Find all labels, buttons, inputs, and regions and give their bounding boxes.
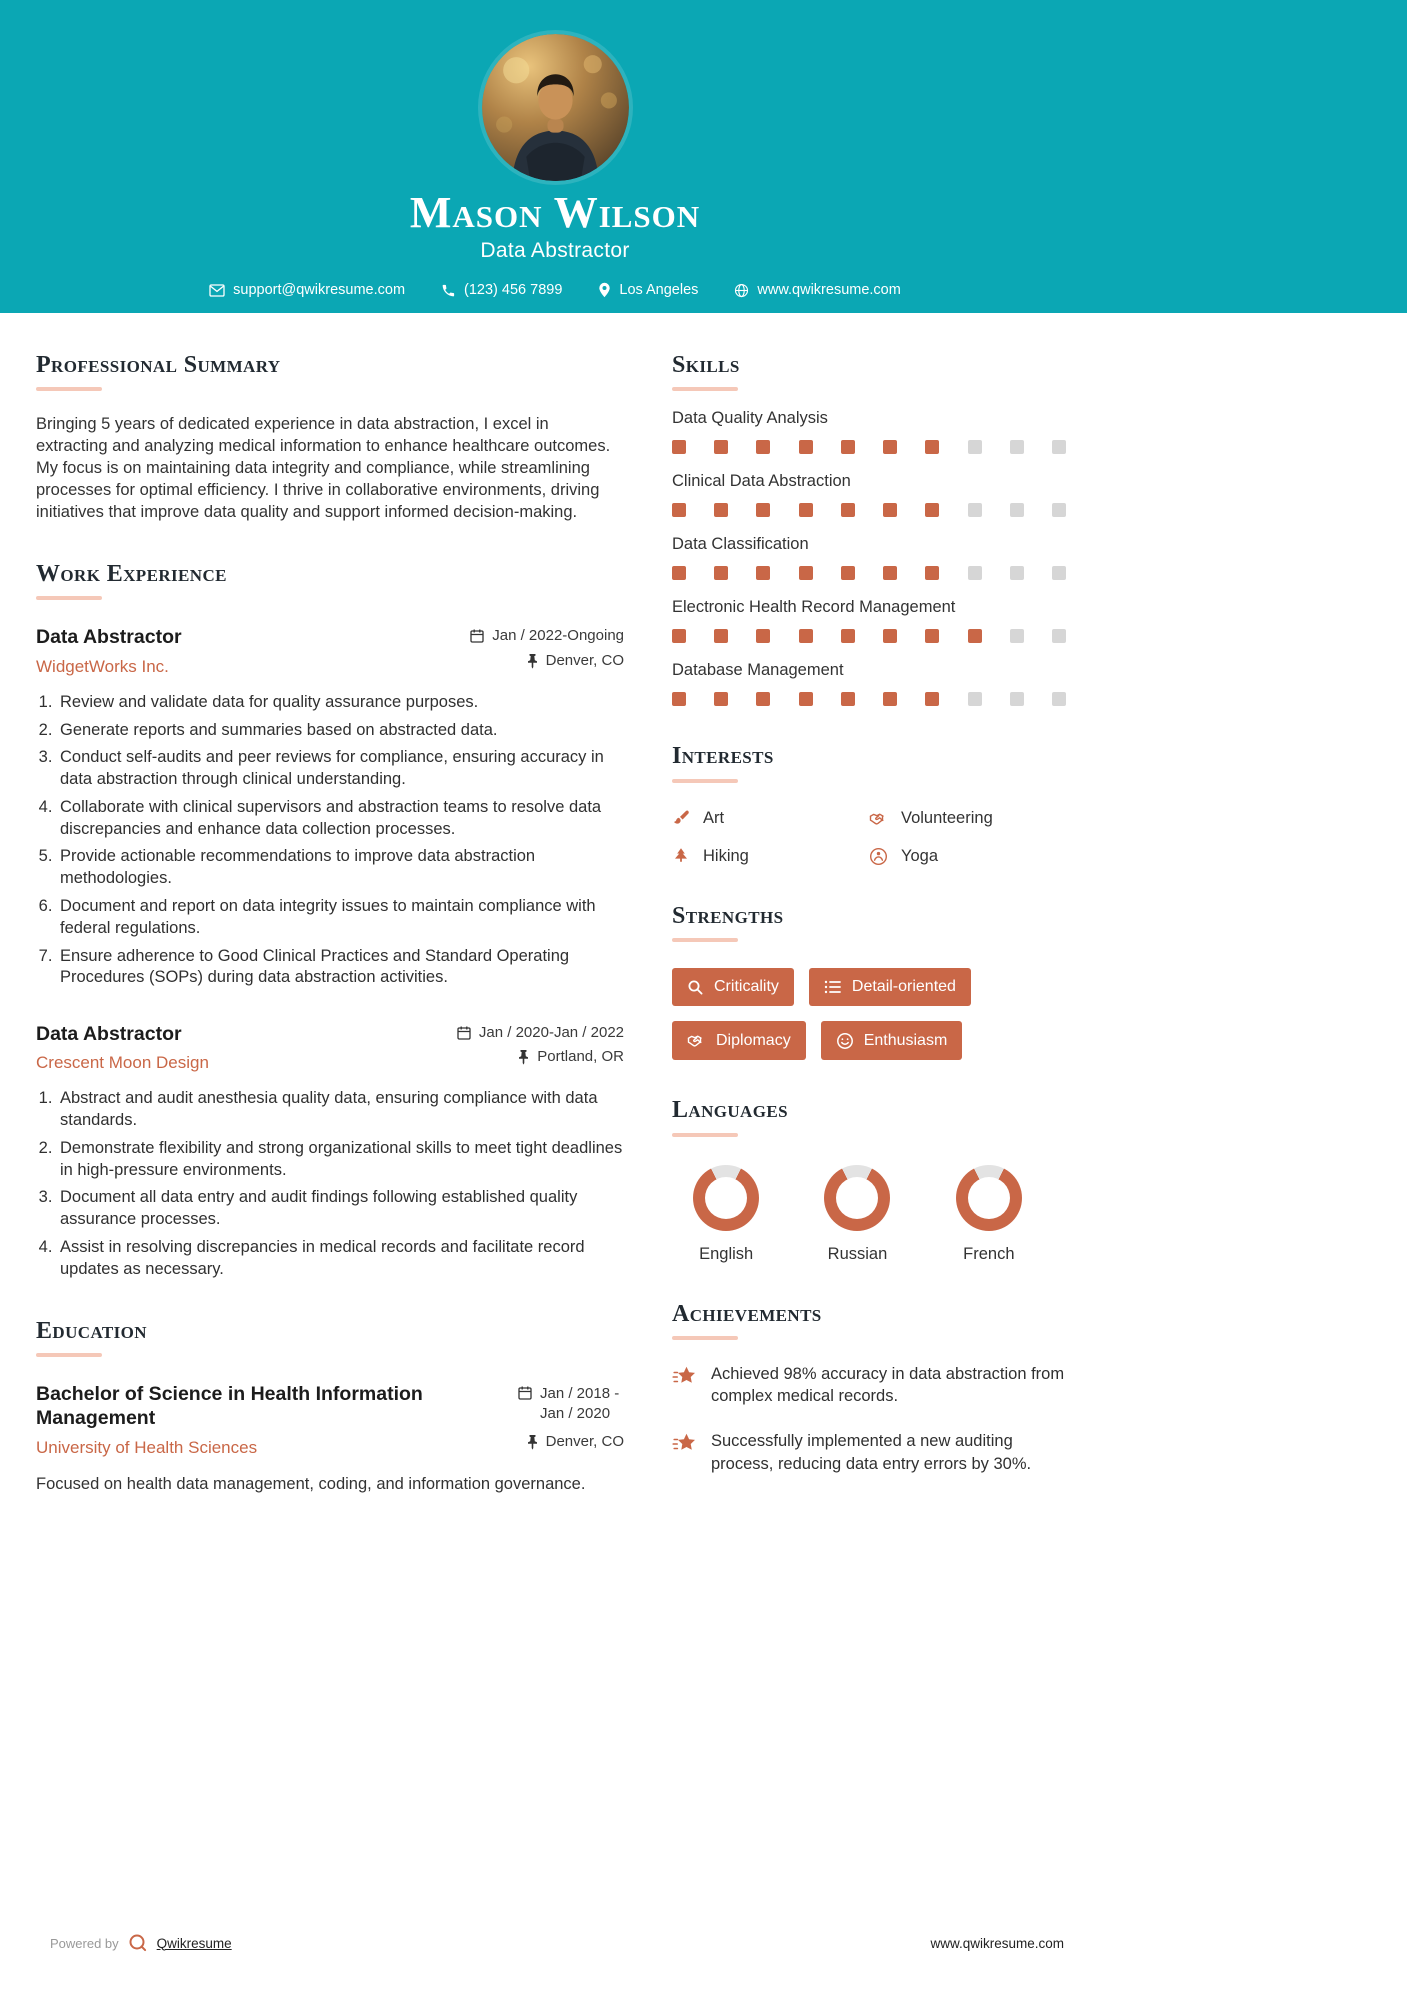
- yoga-icon: [869, 847, 888, 866]
- smiley-icon: [836, 1032, 854, 1050]
- interest-label: Art: [703, 808, 725, 827]
- header-inner: [0, 0, 1110, 298]
- handshake-icon: [687, 1031, 706, 1050]
- education-heading: Education: [36, 1318, 624, 1357]
- strength-badge: [672, 968, 794, 1006]
- powered-by-text: Powered by: [50, 1935, 119, 1951]
- interest-label: Yoga: [901, 846, 939, 865]
- main-content: [0, 313, 1110, 1533]
- skill-name: Data Quality Analysis: [672, 409, 828, 428]
- strengths-section: [672, 903, 1066, 1060]
- summary-heading: Professional Summary: [36, 352, 624, 391]
- job-location-text: Portland, OR: [537, 1048, 624, 1066]
- skill-rating: [672, 440, 1066, 454]
- strength-label: Criticality: [714, 978, 779, 996]
- handshake-icon: [869, 809, 888, 828]
- language-name: English: [699, 1244, 754, 1263]
- education-section: [36, 1318, 624, 1496]
- interest-item: [672, 809, 869, 828]
- job-bullet: 3. Document all data entry and audit findings following established quality assurance processes.: [57, 1187, 624, 1231]
- skill-row: [672, 472, 1066, 517]
- contact-location-text: Los Angeles: [619, 282, 699, 299]
- skill-row: [672, 409, 1066, 454]
- job-title: Data Abstractor: [36, 1023, 182, 1046]
- strengths-list: [672, 968, 1066, 1060]
- job-bullet-list: [36, 1088, 624, 1280]
- contact-phone[interactable]: [441, 282, 562, 298]
- strength-label: Enthusiasm: [863, 1031, 948, 1049]
- language-item: [672, 1165, 780, 1264]
- job-bullet-list: [36, 692, 624, 989]
- education-note: Focused on health data management, coding, and information governance.: [36, 1474, 586, 1493]
- education-dates: [517, 1384, 624, 1425]
- list-icon: [824, 979, 842, 995]
- contact-website-text: www.qwikresume.com: [757, 282, 901, 299]
- footer-site-url: www.qwikresume.com: [930, 1935, 1064, 1951]
- job-bullet: 1. Abstract and audit anesthesia quality data, ensuring compliance with data standards.: [57, 1088, 624, 1132]
- strength-badge: [821, 1021, 963, 1060]
- achievement-item: [672, 1430, 1066, 1475]
- qwikresume-brand-link[interactable]: Qwikresume: [156, 1935, 232, 1951]
- strengths-heading: Strengths: [672, 903, 1066, 942]
- skill-name: Clinical Data Abstraction: [672, 472, 851, 491]
- star-badge-icon: [672, 1431, 698, 1457]
- qwikresume-logo-icon: [127, 1932, 149, 1954]
- language-item: [935, 1165, 1043, 1264]
- job-dates-text: Jan / 2020-Jan / 2022: [478, 1024, 624, 1042]
- achievement-text: Achieved 98% accuracy in data abstraction from complex medical records.: [711, 1364, 1065, 1406]
- powered-by: [50, 1932, 232, 1954]
- strength-badge: [672, 1021, 806, 1060]
- job-entry: [36, 1022, 624, 1281]
- pushpin-icon: [517, 1049, 530, 1065]
- achievement-text: Successfully implemented a new auditing process, reducing data entry errors by 30%.: [711, 1432, 1032, 1473]
- left-column: [36, 352, 624, 1533]
- interests-heading: Interests: [672, 743, 1066, 782]
- language-name: Russian: [827, 1244, 888, 1263]
- skill-row: [672, 598, 1066, 643]
- skill-row: [672, 535, 1066, 580]
- job-bullet: 5. Provide actionable recommendations to improve data abstraction methodologies.: [57, 846, 624, 890]
- language-donut-chart: [956, 1165, 1022, 1231]
- contact-phone-text: (123) 456 7899: [464, 282, 563, 299]
- header: [0, 0, 1407, 313]
- job-location: [526, 652, 624, 669]
- skills-heading: Skills: [672, 352, 1066, 391]
- education-entry: [36, 1382, 624, 1496]
- email-icon: [209, 284, 225, 297]
- profile-photo: [482, 34, 629, 181]
- job-bullet: 2. Generate reports and summaries based on abstracted data.: [57, 720, 624, 742]
- interest-label: Hiking: [703, 846, 749, 865]
- magnifier-icon: [687, 979, 704, 996]
- job-bullet: 7. Ensure adherence to Good Clinical Practices and Standard Operating Procedures (SOPs) during data abstraction activities.: [57, 946, 624, 990]
- job-bullet: 6. Document and report on data integrity issues to maintain compliance with federal regulations.: [57, 896, 624, 940]
- language-name: French: [963, 1244, 1015, 1263]
- location-icon: [598, 282, 611, 298]
- job-company: WidgetWorks Inc.: [36, 656, 169, 676]
- job-location-text: Denver, CO: [545, 651, 624, 669]
- education-location: [526, 1433, 624, 1450]
- education-school: University of Health Sciences: [36, 1437, 258, 1457]
- contact-website[interactable]: [734, 282, 900, 298]
- summary-text: Bringing 5 years of dedicated experience in data abstraction, I excel in extracting and analyzing medical information to enhance healthcare outcomes. My focus is on maintaining data integrity and compliance, while streamlining processes for optimal efficiency. I thrive in collaborative environments, driving initiatives that improve data quality and support informed decision-making.: [36, 415, 611, 522]
- calendar-icon: [517, 1385, 533, 1401]
- star-badge-icon: [672, 1364, 698, 1390]
- skill-name: Database Management: [672, 661, 844, 680]
- languages-heading: Languages: [672, 1097, 1066, 1136]
- contact-location: [598, 282, 698, 298]
- degree-title: Bachelor of Science in Health Information Management: [36, 1382, 423, 1430]
- pushpin-icon: [526, 1434, 539, 1450]
- languages-section: [672, 1097, 1066, 1263]
- tree-icon: [672, 847, 690, 866]
- skill-name: Data Classification: [672, 535, 809, 554]
- experience-section: [36, 561, 624, 1280]
- contact-bar: [209, 282, 901, 298]
- person-name: Mason Wilson: [409, 188, 701, 237]
- interests-section: [672, 743, 1066, 865]
- skill-row: [672, 661, 1066, 706]
- language-donut-chart: [824, 1165, 890, 1231]
- job-title: Data Abstractor: [36, 626, 182, 649]
- job-dates: [469, 627, 624, 644]
- globe-icon: [734, 283, 749, 298]
- avatar: [482, 34, 629, 181]
- skills-section: [672, 352, 1066, 706]
- calendar-icon: [456, 1025, 472, 1041]
- strength-label: Detail-oriented: [851, 978, 956, 996]
- interest-item: [869, 809, 1066, 828]
- skill-rating: [672, 566, 1066, 580]
- achievements-section: [672, 1301, 1066, 1475]
- contact-email-text: support@qwikresume.com: [233, 282, 406, 299]
- job-bullet: 2. Demonstrate flexibility and strong organizational skills to meet tight deadlines in high-pressure environments.: [57, 1138, 624, 1182]
- footer: [0, 1932, 1110, 1954]
- interest-item: [869, 847, 1066, 866]
- skill-rating: [672, 503, 1066, 517]
- interests-grid: [672, 809, 1066, 866]
- skill-name: Electronic Health Record Management: [672, 598, 956, 617]
- job-entry: [36, 625, 624, 989]
- language-item: [803, 1165, 911, 1264]
- job-dates: [456, 1024, 624, 1041]
- summary-section: [36, 352, 624, 524]
- interest-item: [672, 847, 869, 866]
- calendar-icon: [469, 628, 485, 644]
- language-donut-chart: [693, 1165, 759, 1231]
- strength-badge: [809, 968, 971, 1006]
- achievements-heading: Achievements: [672, 1301, 1066, 1340]
- education-location-text: Denver, CO: [545, 1432, 624, 1450]
- job-bullet: 4. Assist in resolving discrepancies in medical records and facilitate record updates as necessary.: [57, 1237, 624, 1281]
- paintbrush-icon: [672, 809, 690, 827]
- job-company: Crescent Moon Design: [36, 1053, 209, 1073]
- pushpin-icon: [526, 653, 539, 669]
- phone-icon: [441, 283, 456, 298]
- job-bullet: 3. Conduct self-audits and peer reviews for compliance, ensuring accuracy in data abstraction through clinical understanding.: [57, 747, 624, 791]
- experience-heading: Work Experience: [36, 561, 624, 600]
- contact-email[interactable]: [209, 282, 405, 298]
- skill-rating: [672, 629, 1066, 643]
- job-location: [517, 1048, 624, 1065]
- right-column: [672, 352, 1066, 1533]
- job-bullet: 4. Collaborate with clinical supervisors and abstraction teams to resolve data discrepancies and enhance data collection processes.: [57, 797, 624, 841]
- achievement-item: [672, 1363, 1066, 1408]
- languages-list: [672, 1165, 1066, 1264]
- strength-label: Diplomacy: [716, 1031, 791, 1049]
- person-job-title: Data Abstractor: [480, 239, 630, 263]
- job-dates-text: Jan / 2022-Ongoing: [492, 627, 624, 645]
- job-bullet: 1. Review and validate data for quality assurance purposes.: [57, 692, 624, 714]
- education-dates-text: Jan / 2018 - Jan / 2020: [540, 1384, 620, 1423]
- interest-label: Volunteering: [901, 808, 993, 827]
- skill-rating: [672, 692, 1066, 706]
